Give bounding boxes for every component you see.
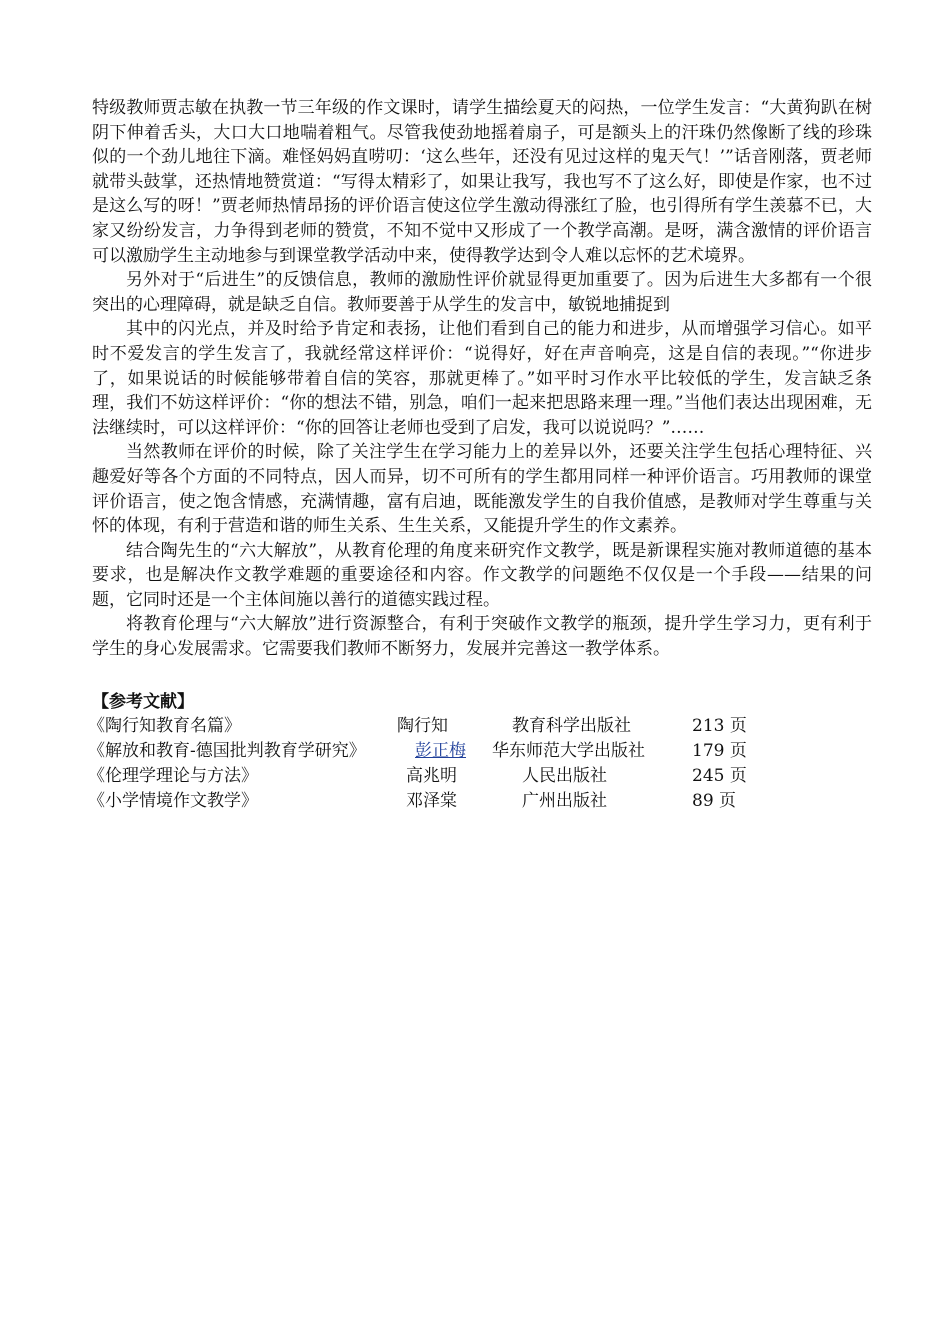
reference-pages: 179 页 — [692, 740, 747, 761]
reference-publisher: 人民出版社 — [522, 765, 607, 786]
reference-author: 陶行知 — [397, 715, 448, 736]
paragraph-5: 结合陶先生的“六大解放”，从教育伦理的角度来研究作文教学，既是新课程实施对教师道德的基本要求，也是解决作文教学难题的重要途径和内容。作文教学的问题绝不仅仅是一个手段——结果的问题，它同时还是一个主体间施以善行的道德实践过程。 — [92, 540, 872, 610]
reference-pages: 89 页 — [692, 790, 737, 811]
reference-pages: 245 页 — [692, 765, 747, 786]
reference-publisher: 华东师范大学出版社 — [492, 740, 645, 761]
paragraph-6: 将教育伦理与“六大解放”进行资源整合，有利于突破作文教学的瓶颈，提升学生学习力，更有利于学生的身心发展需求。它需要我们教师不断努力，发展并完善这一教学体系。 — [92, 614, 872, 660]
reference-item — [88, 739, 872, 764]
reference-publisher: 广州出版社 — [522, 790, 607, 811]
reference-author: 邓泽棠 — [406, 790, 457, 811]
references-title: 【参考文献】 — [92, 691, 194, 712]
paragraph-2: 另外对于“后进生”的反馈信息，教师的激励性评价就显得更加重要了。因为后进生大多都有一个很突出的心理障碍，就是缺乏自信。教师要善于从学生的发言中，敏锐地捕捉到 — [92, 270, 872, 315]
paragraph-1: 特级教师贾志敏在执教一节三年级的作文课时，请学生描绘夏天的闷热，一位学生发言：“大黄狗趴在树阴下伸着舌头，大口大口地喘着粗气。尽管我使劲地摇着扇子，可是额头上的汗珠仍然像断了线的珍珠似的一个劲儿地往下滴。难怪妈妈直唠叨：‘这么些年，还没有见过这样的鬼天气！’”话音刚落，贾老师就带头鼓掌，还热情地赞赏道：“写得太精彩了，如果让我写，我也写不了这么好，即使是作家，也不过是这么写的呀！”贾老师热情昂扬的评价语言使这位学生激动得涨红了脸，也引得所有学生羡慕不已，大家又纷纷发言，力争得到老师的赞赏，不知不觉中又形成了一个教学高潮。是呀，满含激情的评价语言可以激励学生主动地参与到课堂教学活动中来，使得教学达到令人难以忘怀的艺术境界。 — [92, 98, 872, 266]
reference-item — [88, 789, 872, 814]
reference-author: 高兆明 — [406, 765, 457, 786]
reference-publisher: 教育科学出版社 — [512, 715, 631, 736]
paragraph-4: 当然教师在评价的时候，除了关注学生在学习能力上的差异以外，还要关注学生包括心理特征、兴趣爱好等各个方面的不同特点，因人而异，切不可所有的学生都用同样一种评价语言。巧用教师的课堂评价语言，使之饱含情感，充满情趣，富有启迪，既能激发学生的自我价值感，是教师对学生尊重与关怀的体现，有利于营造和谐的师生关系、生生关系，又能提升学生的作文素养。 — [92, 442, 872, 537]
paragraph-3: 其中的闪光点，并及时给予肯定和表扬，让他们看到自己的能力和进步，从而增强学习信心。如平时不爱发言的学生发言了，我就经常这样评价：“说得好，好在声音响亮，这是自信的表现。”“你进步了，如果说话的时候能够带着自信的笑容，那就更棒了。”如平时习作水平比较低的学生，发言缺乏条理，我们不妨这样评价：“你的想法不错，别急，咱们一起来把思路来理一理。”当他们表达出现困难，无法继续时，可以这样评价：“你的回答让老师也受到了启发，我可以说说吗？”…… — [92, 319, 872, 438]
reference-book: 《陶行知教育名篇》 — [88, 715, 241, 736]
reference-author-link[interactable]: 彭正梅 — [415, 740, 466, 761]
document-body — [88, 96, 872, 814]
reference-book: 《小学情境作文教学》 — [88, 790, 258, 811]
reference-item — [88, 764, 872, 789]
reference-book: 《伦理学理论与方法》 — [88, 765, 258, 786]
reference-pages: 213 页 — [692, 715, 747, 736]
reference-book: 《解放和教育-德国批判教育学研究》 — [88, 740, 366, 761]
reference-item — [88, 714, 872, 739]
references-section — [88, 690, 872, 814]
